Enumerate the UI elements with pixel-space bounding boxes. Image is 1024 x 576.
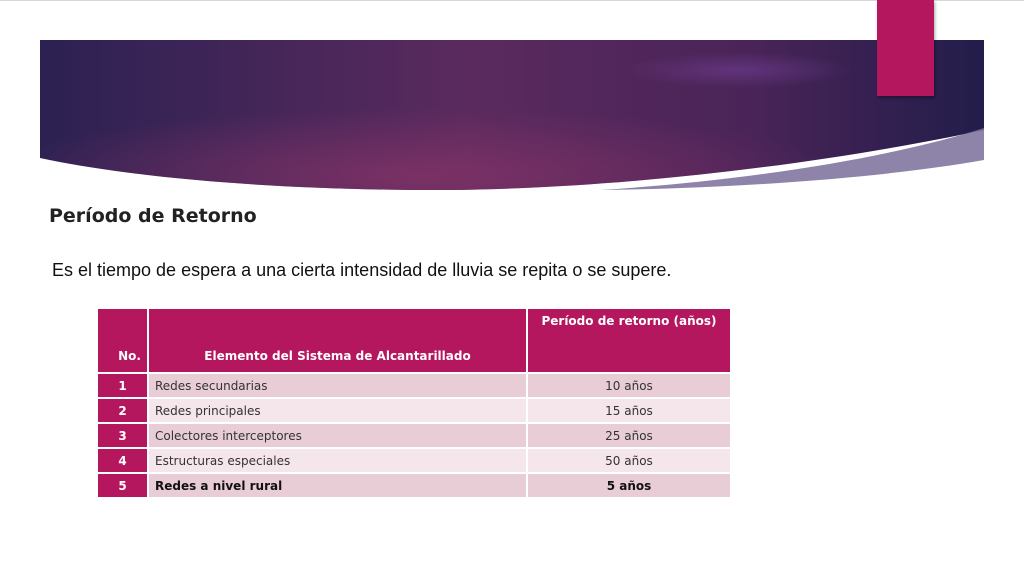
header-period: Período de retorno (años) (527, 308, 731, 373)
row-number: 3 (97, 423, 148, 448)
row-period: 50 años (527, 448, 731, 473)
accent-tab (877, 0, 934, 96)
table-row (97, 398, 731, 423)
header-no: No. (97, 308, 148, 373)
table-row (97, 473, 731, 498)
slide-title: Período de Retorno (49, 205, 257, 227)
row-number: 2 (97, 398, 148, 423)
row-element: Colectores interceptores (148, 423, 527, 448)
row-period: 15 años (527, 398, 731, 423)
row-number: 5 (97, 473, 148, 498)
header-element: Elemento del Sistema de Alcantarillado (148, 308, 527, 373)
top-rule (0, 0, 1024, 1)
header-banner (40, 40, 984, 190)
table-header-row (97, 308, 731, 373)
table-row (97, 423, 731, 448)
row-element: Estructuras especiales (148, 448, 527, 473)
slide-body-text: Es el tiempo de espera a una cierta intensidad de lluvia se repita o se supere. (52, 260, 672, 280)
return-period-table (96, 307, 732, 499)
row-element: Redes principales (148, 398, 527, 423)
row-number: 4 (97, 448, 148, 473)
row-period: 10 años (527, 373, 731, 398)
row-period: 25 años (527, 423, 731, 448)
row-element: Redes a nivel rural (148, 473, 527, 498)
table-row (97, 373, 731, 398)
row-element: Redes secundarias (148, 373, 527, 398)
table-row (97, 448, 731, 473)
row-number: 1 (97, 373, 148, 398)
row-period: 5 años (527, 473, 731, 498)
